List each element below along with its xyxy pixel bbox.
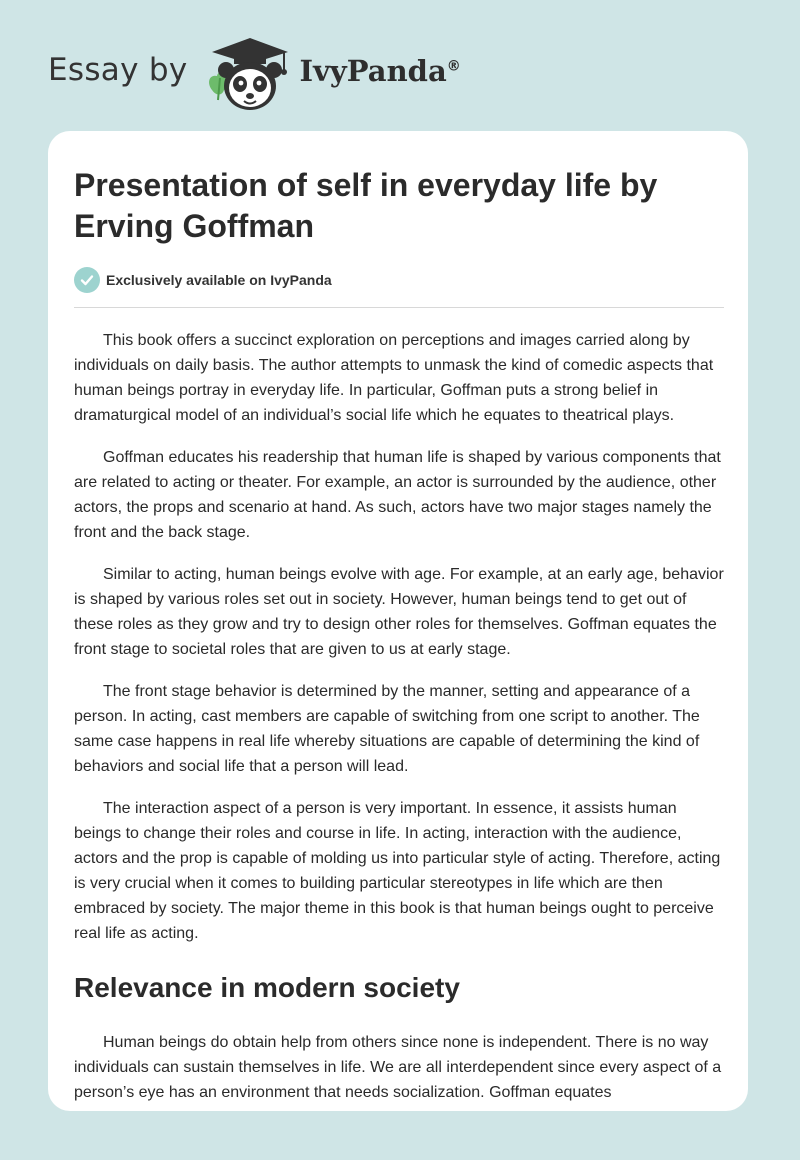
registered-mark: ® — [446, 58, 461, 75]
essay-title: Presentation of self in everyday life by Erving Goffman — [74, 167, 658, 244]
paragraph: The interaction aspect of a person is very important. In essence, it assists human beings to change their roles and course in life. In acting, interaction with the audience, actors and the prop is capable of molding us into particular style of acting. Therefore, acting is very crucial when it comes to building particular stereotypes in life which are then embraced by society. The major theme in this book is that human beings ought to perceive real life as acting. — [74, 800, 721, 942]
ivypanda-logo-icon[interactable] — [204, 34, 296, 114]
exclusive-badge — [74, 267, 724, 293]
paragraph: Human beings do obtain help from others since none is independent. There is no way individuals can sustain themselves in life. We are all interdependent since every aspect of a person’s eye has an environment that needs socialization. Goffman equates — [74, 1034, 722, 1101]
divider — [74, 307, 724, 308]
paragraph: The front stage behavior is determined by the manner, setting and appearance of a person. In acting, cast members are capable of switching from one script to another. The same case happens in real life whereby situations are capable of determining the kind of behaviors and social life that a person will lead. — [74, 683, 700, 775]
section-heading: Relevance in modern society — [74, 972, 460, 1003]
essay-card — [48, 131, 748, 1111]
brand-name[interactable]: IvyPanda® — [299, 54, 461, 88]
site-header — [48, 34, 461, 114]
check-icon — [74, 267, 100, 293]
paragraph: This book offers a succinct exploration on perceptions and images carried along by individuals on daily basis. The author attempts to unmask the kind of comedic aspects that human beings portray in everyday life. In particular, Goffman puts a strong belief in dramaturgical model of an individual’s social life which he equates to theatrical plays. — [74, 332, 714, 424]
exclusive-badge-label: Exclusively available on IvyPanda — [106, 272, 332, 288]
paragraph: Similar to acting, human beings evolve with age. For example, at an early age, behavior is shaped by various roles set out in society. However, human beings tend to get out of these roles as they grow and try to design other roles for themselves. Goffman equates the front stage to societal roles that are given to us at early stage. — [74, 566, 724, 658]
paragraph: Goffman educates his readership that human life is shaped by various components that are related to acting or theater. For example, an actor is surrounded by the audience, other actors, the props and scenario at hand. As such, actors have two major stages namely the front and the back stage. — [74, 449, 721, 541]
essay-by-label: Essay by — [48, 52, 188, 88]
